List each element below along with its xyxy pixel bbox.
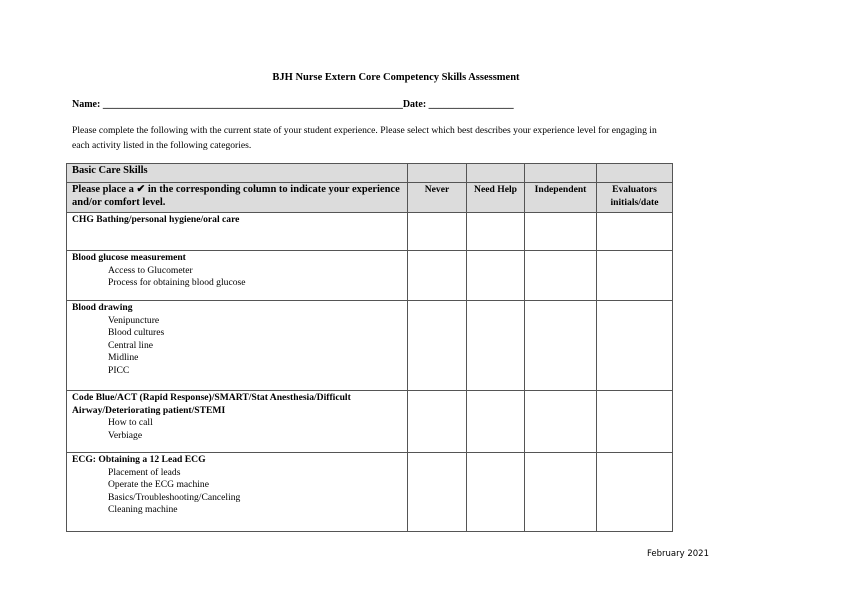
skill-title: Blood glucose measurement — [72, 252, 186, 263]
name-date-line — [72, 99, 514, 110]
skill-subitem: Cleaning machine — [108, 504, 178, 515]
col-need-help: Need Help — [467, 183, 525, 213]
document-title: BJH Nurse Extern Core Competency Skills Assessment — [272, 72, 520, 83]
table-row — [67, 301, 673, 391]
skill-cell — [67, 213, 408, 251]
check-cell-evaluator[interactable] — [597, 251, 673, 301]
skill-subitem: Blood cultures — [108, 327, 165, 338]
name-label: Name: — [72, 99, 101, 110]
skill-subitem: Placement of leads — [108, 466, 181, 478]
date-field[interactable]: _________________ — [428, 99, 514, 110]
check-cell-independent[interactable] — [525, 453, 597, 532]
section-title: Basic Care Skills — [67, 164, 408, 183]
skill-subitem: Midline — [108, 352, 139, 363]
check-instruction: Please place a ✔ in the corresponding column to indicate your experience and/or comfort level. — [67, 183, 408, 213]
table-row — [67, 391, 673, 453]
check-cell-evaluator[interactable] — [597, 301, 673, 391]
check-cell-never[interactable] — [408, 453, 467, 532]
check-cell-evaluator[interactable] — [597, 453, 673, 532]
col-independent: Independent — [525, 183, 597, 213]
skill-cell — [67, 301, 408, 391]
instructions: Please complete the following with the current state of your student experience. Please select which best describes your experience level for engaging in each activity listed in the following categories. — [72, 125, 657, 151]
check-cell-independent[interactable] — [525, 213, 597, 251]
check-cell-never[interactable] — [408, 391, 467, 453]
skill-subitem: Verbiage — [108, 429, 143, 441]
skill-subitem: Access to Glucometer — [108, 264, 193, 276]
check-cell-never[interactable] — [408, 213, 467, 251]
skill-subitem: Basics/Troubleshooting/Canceling — [108, 491, 241, 503]
skill-subitem: Operate the ECG machine — [108, 479, 209, 490]
footer-date: February 2021 — [647, 549, 709, 559]
check-cell-need-help[interactable] — [467, 453, 525, 532]
check-cell-never[interactable] — [408, 251, 467, 301]
check-cell-evaluator[interactable] — [597, 213, 673, 251]
skill-subitem: Central line — [108, 339, 154, 351]
check-cell-need-help[interactable] — [467, 213, 525, 251]
check-cell-need-help[interactable] — [467, 251, 525, 301]
col-never: Never — [408, 183, 467, 213]
skill-subitem: PICC — [108, 364, 130, 376]
check-cell-independent[interactable] — [525, 391, 597, 453]
section-header-row — [67, 164, 673, 183]
check-cell-never[interactable] — [408, 301, 467, 391]
check-cell-evaluator[interactable] — [597, 391, 673, 453]
date-label: Date: — [402, 99, 427, 110]
skill-cell — [67, 391, 408, 453]
check-cell-need-help[interactable] — [467, 301, 525, 391]
check-cell-need-help[interactable] — [467, 391, 525, 453]
name-field[interactable]: ____________________________________________________________ — [102, 99, 403, 110]
skill-title: Code Blue/ACT (Rapid Response)/SMART/Stat Anesthesia/Difficult Airway/Deteriorating patient/STEMI — [72, 392, 351, 416]
skill-cell — [67, 453, 408, 532]
column-header-row — [67, 183, 673, 213]
skill-title: CHG Bathing/personal hygiene/oral care — [72, 214, 240, 225]
skill-subitem: Process for obtaining blood glucose — [108, 277, 246, 288]
skill-cell — [67, 251, 408, 301]
skill-title: ECG: Obtaining a 12 Lead ECG — [72, 454, 206, 465]
table-row — [67, 251, 673, 301]
table-row — [67, 453, 673, 532]
skill-title: Blood drawing — [72, 302, 133, 313]
skill-subitem: Venipuncture — [108, 314, 160, 326]
skills-table — [66, 163, 673, 532]
table-row — [67, 213, 673, 251]
skill-subitem: How to call — [108, 417, 153, 428]
check-cell-independent[interactable] — [525, 301, 597, 391]
check-cell-independent[interactable] — [525, 251, 597, 301]
col-evaluators: Evaluators initials/date — [597, 183, 673, 213]
